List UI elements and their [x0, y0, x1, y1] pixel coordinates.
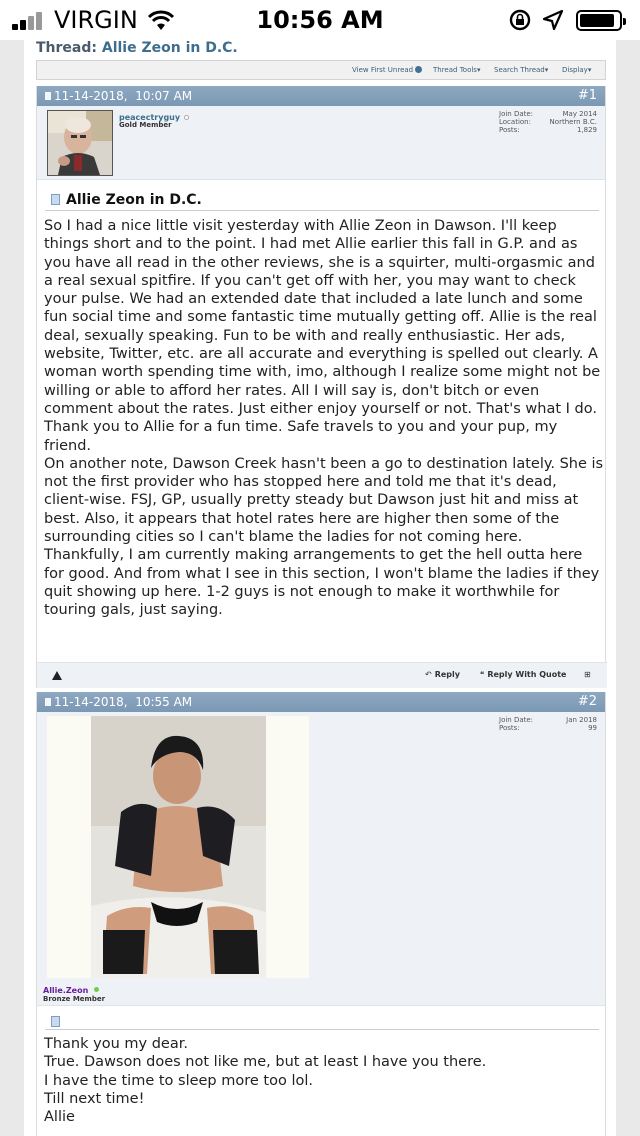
- multi-quote-button[interactable]: [584, 670, 594, 679]
- post-title-icon: [51, 194, 60, 205]
- dropdown-arrow-icon: ▾: [587, 66, 592, 74]
- post-number-link[interactable]: #2: [577, 694, 597, 709]
- post-paragraph: So I had a nice little visit yesterday with Allie Zeon in Dawson. I'll keep things short and to the point. I had met Allie earlier this fall in G.P. and as you have all read in the other reviews, she is a squirter, multi-orgasmic and a real sexual spitfire. If you can't get off with her, you may want to check your pulse. We had an extended date that included a late lunch and some fun social time and some fantastic time mutually getting off. Allie is the real deal, sexually speaking. Fun to be with and really enthusiastic. Her ads, website, Twitter, etc. are all accurate and everything is spelled out clearly. A woman worth spending time with, imo, although I realize some might not be willing or able to afford her rates. All I will say is, don't bitch or even comment about the rates. Just either enjoy yourself or not. That's what I do.: [44, 218, 601, 417]
- post-2: [36, 692, 606, 1136]
- post-icon: [45, 698, 51, 706]
- post-paragraph: Thank you my dear.: [44, 1036, 188, 1052]
- post-body: [44, 1035, 604, 1126]
- dropdown-arrow-icon: ▾: [544, 66, 549, 74]
- reply-icon: ↶: [425, 670, 432, 679]
- avatar-image: [47, 716, 309, 978]
- post-title: [51, 1014, 66, 1030]
- username-link[interactable]: peacectryguy: [119, 113, 181, 122]
- post-header: [37, 86, 605, 106]
- online-status-icon: [94, 987, 99, 992]
- user-stats: Join Date: Jan 2018 Posts: 99: [499, 716, 597, 732]
- post-1: [36, 86, 606, 688]
- post-paragraph: I have the time to sleep more too lol.: [44, 1072, 313, 1089]
- post-paragraph: Allie: [44, 1109, 75, 1126]
- avatar-photo[interactable]: [47, 716, 309, 978]
- thread-title-link[interactable]: Allie Zeon in D.C.: [101, 40, 238, 56]
- post-paragraph: True. Dawson does not like me, but at least I have you there.: [44, 1054, 487, 1071]
- info-icon: [415, 66, 422, 73]
- post-date: 11-14-2018, 10:07 AM: [54, 89, 193, 103]
- reply-with-quote-button[interactable]: ❝ Reply With Quote: [480, 670, 567, 679]
- divider: [45, 210, 599, 211]
- post-number-link[interactable]: #1: [577, 88, 597, 103]
- post-paragraph: On another note, Dawson Creek hasn't been a go to destination lately. She is not the first provider who has stopped here and told me that it's dead, client-wise. FSJ, GP, usually pretty steady but Dawson just hit and miss at best. Also, it appears that hotel rates here are higher then some of the surrounding cities so I can't blame the ladies for not coming here. Thankfully, I am currently making arrangements to get the hell outta here for good. And from what I see in this section, I won't blame the ladies if they quit showing up here. 1-2 guys is not enough to make it worthwhile for touring gals, just saying.: [44, 455, 604, 619]
- post-paragraph: Till next time!: [44, 1090, 145, 1107]
- offline-status-icon: [184, 115, 189, 120]
- thread-toolbar: [36, 60, 606, 80]
- dropdown-arrow-icon: ▾: [476, 66, 481, 74]
- status-bar: [0, 0, 640, 40]
- display-menu[interactable]: Display▾: [562, 66, 592, 74]
- user-rank: Gold Member: [119, 121, 172, 129]
- avatar[interactable]: [47, 110, 113, 176]
- post-footer: [37, 662, 607, 688]
- rotation-lock-icon: [508, 9, 532, 31]
- post-paragraph: Thank you to Allie for a fun time. Safe travels to you and your pup, my friend.: [44, 419, 558, 454]
- user-info-bar: [37, 712, 605, 1006]
- username-link[interactable]: Allie.Zeon: [43, 986, 89, 995]
- view-first-unread-link[interactable]: View First Unread: [352, 66, 422, 74]
- search-thread-menu[interactable]: Search Thread▾: [494, 66, 549, 74]
- post-title: Allie Zeon in D.C.: [51, 192, 202, 208]
- thread-title: Thread: Allie Zeon in D.C.: [36, 40, 238, 56]
- post-date: 11-14-2018, 10:55 AM: [54, 695, 193, 709]
- post-icon: [45, 92, 51, 100]
- location-icon: [542, 9, 564, 31]
- forum-page: [24, 40, 616, 1136]
- post-body: [44, 217, 604, 620]
- report-post-icon[interactable]: [52, 671, 62, 680]
- user-stats: Join Date: May 2014 Location: Northern B.C. Posts: 1,829: [499, 110, 597, 134]
- multi-quote-icon: ⊞: [584, 670, 591, 679]
- post-header: [37, 692, 605, 712]
- carrier-name: VIRGIN: [54, 6, 138, 34]
- divider: [45, 1029, 599, 1030]
- user-info-bar: [37, 106, 605, 180]
- reply-button[interactable]: ↶ Reply: [425, 670, 460, 679]
- post-title-icon: [51, 1016, 60, 1027]
- user-rank: Bronze Member: [43, 995, 106, 1003]
- avatar-image: [48, 111, 112, 175]
- quote-icon: ❝: [480, 670, 485, 679]
- battery-icon: [576, 10, 622, 31]
- clock: 10:56 AM: [256, 6, 384, 34]
- thread-tools-menu[interactable]: Thread Tools▾: [433, 66, 481, 74]
